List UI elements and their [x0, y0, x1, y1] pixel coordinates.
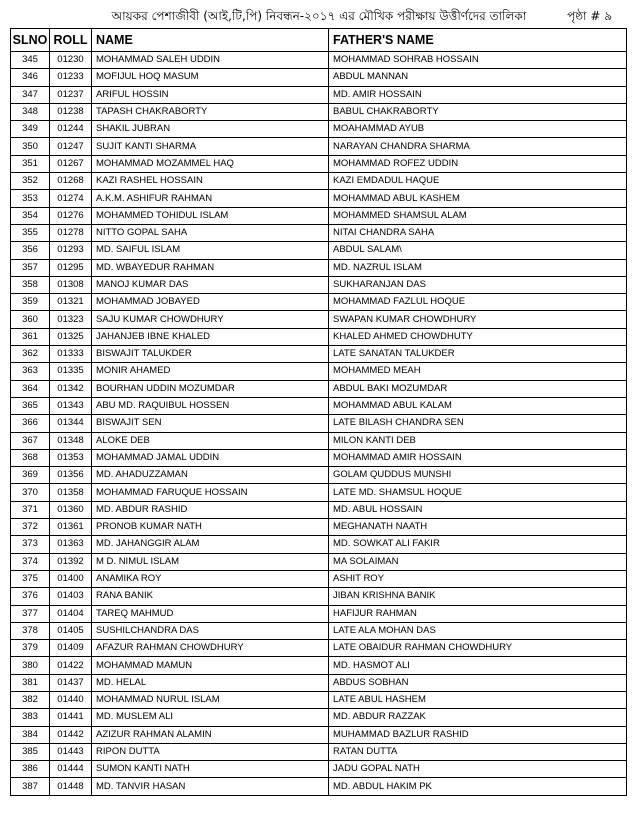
cell-name: SUSHILCHANDRA DAS [92, 622, 329, 639]
page-header [0, 6, 638, 28]
cell-name: M D. NIMUL ISLAM [92, 553, 329, 570]
cell-slno: 377 [11, 605, 50, 622]
cell-slno: 349 [11, 121, 50, 138]
cell-name: SUJIT KANTI SHARMA [92, 138, 329, 155]
cell-slno: 370 [11, 484, 50, 501]
cell-name: ARIFUL HOSSIN [92, 86, 329, 103]
cell-roll: 01437 [50, 674, 92, 691]
cell-fathers-name: LATE ALA MOHAN DAS [329, 622, 627, 639]
table-row [11, 691, 627, 708]
table-row [11, 207, 627, 224]
table-row [11, 138, 627, 155]
cell-roll: 01247 [50, 138, 92, 155]
cell-name: BISWAJIT TALUKDER [92, 346, 329, 363]
cell-name: JAHANJEB IBNE KHALED [92, 328, 329, 345]
cell-slno: 361 [11, 328, 50, 345]
cell-fathers-name: MD. AMIR HOSSAIN [329, 86, 627, 103]
cell-name: MD. HELAL [92, 674, 329, 691]
cell-fathers-name: JADU GOPAL NATH [329, 761, 627, 778]
cell-slno: 378 [11, 622, 50, 639]
cell-fathers-name: MOHAMMED SHAMSUL ALAM [329, 207, 627, 224]
table-header [11, 29, 627, 52]
cell-fathers-name: MOHAMMAD SOHRAB HOSSAIN [329, 52, 627, 69]
table-row [11, 467, 627, 484]
cell-slno: 380 [11, 657, 50, 674]
table-row [11, 397, 627, 414]
cell-slno: 373 [11, 536, 50, 553]
cell-slno: 345 [11, 52, 50, 69]
cell-fathers-name: MOHAMMAD ROFEZ UDDIN [329, 155, 627, 172]
cell-name: KAZI RASHEL HOSSAIN [92, 173, 329, 190]
cell-fathers-name: MOHAMMAD FAZLUL HOQUE [329, 294, 627, 311]
cell-fathers-name: MD. SOWKAT ALI FAKIR [329, 536, 627, 553]
cell-name: SAJU KUMAR CHOWDHURY [92, 311, 329, 328]
cell-fathers-name: KAZI EMDADUL HAQUE [329, 173, 627, 190]
table-row [11, 86, 627, 103]
cell-fathers-name: LATE OBAIDUR RAHMAN CHOWDHURY [329, 640, 627, 657]
table-row [11, 346, 627, 363]
cell-roll: 01293 [50, 242, 92, 259]
cell-slno: 385 [11, 743, 50, 760]
table-row [11, 242, 627, 259]
cell-fathers-name: MOHAMMAD AMIR HOSSAIN [329, 449, 627, 466]
cell-fathers-name: ASHIT ROY [329, 570, 627, 587]
cell-roll: 01342 [50, 380, 92, 397]
cell-fathers-name: ABDUL BAKI MOZUMDAR [329, 380, 627, 397]
table-row [11, 311, 627, 328]
cell-name: MOHAMMAD MAMUN [92, 657, 329, 674]
table-row [11, 449, 627, 466]
cell-roll: 01358 [50, 484, 92, 501]
cell-name: MD. SAIFUL ISLAM [92, 242, 329, 259]
table-row [11, 519, 627, 536]
column-header-fathers-name: FATHER'S NAME [329, 29, 627, 52]
table-row [11, 570, 627, 587]
cell-fathers-name: BABUL CHAKRABORTY [329, 103, 627, 120]
results-table [10, 28, 627, 796]
cell-roll: 01404 [50, 605, 92, 622]
cell-slno: 355 [11, 224, 50, 241]
cell-fathers-name: JIBAN KRISHNA BANIK [329, 588, 627, 605]
cell-name: MD. MUSLEM ALI [92, 709, 329, 726]
cell-roll: 01440 [50, 691, 92, 708]
cell-slno: 350 [11, 138, 50, 155]
cell-roll: 01325 [50, 328, 92, 345]
cell-fathers-name: SUKHARANJAN DAS [329, 276, 627, 293]
cell-slno: 367 [11, 432, 50, 449]
cell-name: A.K.M. ASHIFUR RAHMAN [92, 190, 329, 207]
cell-slno: 362 [11, 346, 50, 363]
cell-roll: 01422 [50, 657, 92, 674]
cell-slno: 359 [11, 294, 50, 311]
cell-name: SHAKIL JUBRAN [92, 121, 329, 138]
cell-slno: 354 [11, 207, 50, 224]
table-row [11, 536, 627, 553]
cell-roll: 01230 [50, 52, 92, 69]
cell-roll: 01405 [50, 622, 92, 639]
cell-roll: 01237 [50, 86, 92, 103]
cell-fathers-name: MD. HASMOT ALI [329, 657, 627, 674]
table-row [11, 155, 627, 172]
cell-roll: 01233 [50, 69, 92, 86]
cell-fathers-name: KHALED AHMED CHOWDHUTY [329, 328, 627, 345]
cell-roll: 01356 [50, 467, 92, 484]
column-header-slno: SLNO [11, 29, 50, 52]
cell-slno: 383 [11, 709, 50, 726]
cell-roll: 01335 [50, 363, 92, 380]
cell-fathers-name: MOHAMMED MEAH [329, 363, 627, 380]
table-row [11, 501, 627, 518]
table-row [11, 380, 627, 397]
header-row [11, 29, 627, 52]
table-row [11, 622, 627, 639]
cell-fathers-name: LATE BILASH CHANDRA SEN [329, 415, 627, 432]
cell-slno: 348 [11, 103, 50, 120]
cell-slno: 372 [11, 519, 50, 536]
table-row [11, 52, 627, 69]
table-row [11, 761, 627, 778]
cell-roll: 01268 [50, 173, 92, 190]
cell-fathers-name: MOAHAMMAD AYUB [329, 121, 627, 138]
cell-roll: 01392 [50, 553, 92, 570]
table-row [11, 190, 627, 207]
table-body [11, 52, 627, 796]
cell-name: MD. TANVIR HASAN [92, 778, 329, 795]
cell-name: MOFIJUL HOQ MASUM [92, 69, 329, 86]
cell-name: RANA BANIK [92, 588, 329, 605]
cell-fathers-name: MD. ABUL HOSSAIN [329, 501, 627, 518]
cell-roll: 01308 [50, 276, 92, 293]
cell-slno: 346 [11, 69, 50, 86]
column-header-roll: ROLL [50, 29, 92, 52]
cell-name: SUMON KANTI NATH [92, 761, 329, 778]
cell-roll: 01441 [50, 709, 92, 726]
table-row [11, 743, 627, 760]
cell-fathers-name: LATE ABUL HASHEM [329, 691, 627, 708]
cell-roll: 01360 [50, 501, 92, 518]
cell-slno: 374 [11, 553, 50, 570]
cell-fathers-name: NARAYAN CHANDRA SHARMA [329, 138, 627, 155]
table-row [11, 328, 627, 345]
table-row [11, 484, 627, 501]
cell-roll: 01244 [50, 121, 92, 138]
cell-name: MONIR AHAMED [92, 363, 329, 380]
cell-slno: 386 [11, 761, 50, 778]
table-row [11, 778, 627, 795]
cell-slno: 384 [11, 726, 50, 743]
cell-name: ALOKE DEB [92, 432, 329, 449]
cell-roll: 01363 [50, 536, 92, 553]
cell-fathers-name: MD. ABDUL HAKIM PK [329, 778, 627, 795]
cell-slno: 387 [11, 778, 50, 795]
cell-fathers-name: GOLAM QUDDUS MUNSHI [329, 467, 627, 484]
cell-fathers-name: ABDUS SOBHAN [329, 674, 627, 691]
cell-roll: 01333 [50, 346, 92, 363]
table-row [11, 173, 627, 190]
cell-name: MOHAMMED TOHIDUL ISLAM [92, 207, 329, 224]
table-row [11, 657, 627, 674]
cell-slno: 371 [11, 501, 50, 518]
table-row [11, 605, 627, 622]
cell-name: MD. AHADUZZAMAN [92, 467, 329, 484]
column-header-name: NAME [92, 29, 329, 52]
cell-fathers-name: ABDUL MANNAN [329, 69, 627, 86]
cell-roll: 01323 [50, 311, 92, 328]
cell-name: MOHAMMAD JOBAYED [92, 294, 329, 311]
cell-fathers-name: LATE MD. SHAMSUL HOQUE [329, 484, 627, 501]
table-row [11, 726, 627, 743]
cell-roll: 01361 [50, 519, 92, 536]
cell-slno: 369 [11, 467, 50, 484]
table-row [11, 363, 627, 380]
cell-name: MANOJ KUMAR DAS [92, 276, 329, 293]
cell-slno: 368 [11, 449, 50, 466]
cell-roll: 01343 [50, 397, 92, 414]
cell-name: ANAMIKA ROY [92, 570, 329, 587]
cell-roll: 01276 [50, 207, 92, 224]
cell-name: MOHAMMAD SALEH UDDIN [92, 52, 329, 69]
cell-name: MOHAMMAD NURUL ISLAM [92, 691, 329, 708]
cell-name: AFAZUR RAHMAN CHOWDHURY [92, 640, 329, 657]
cell-fathers-name: MD. ABDUR RAZZAK [329, 709, 627, 726]
cell-slno: 356 [11, 242, 50, 259]
cell-roll: 01448 [50, 778, 92, 795]
table-row [11, 415, 627, 432]
cell-slno: 357 [11, 259, 50, 276]
table-row [11, 674, 627, 691]
cell-name: NITTO GOPAL SAHA [92, 224, 329, 241]
cell-name: RIPON DUTTA [92, 743, 329, 760]
cell-roll: 01443 [50, 743, 92, 760]
cell-slno: 376 [11, 588, 50, 605]
cell-slno: 379 [11, 640, 50, 657]
cell-roll: 01267 [50, 155, 92, 172]
cell-roll: 01344 [50, 415, 92, 432]
cell-fathers-name: HAFIJUR RAHMAN [329, 605, 627, 622]
cell-name: ABU MD. RAQUIBUL HOSSEN [92, 397, 329, 414]
cell-name: PRONOB KUMAR NATH [92, 519, 329, 536]
table-row [11, 553, 627, 570]
cell-fathers-name: NITAI CHANDRA SAHA [329, 224, 627, 241]
cell-fathers-name: MA SOLAIMAN [329, 553, 627, 570]
cell-name: MOHAMMAD JAMAL UDDIN [92, 449, 329, 466]
cell-roll: 01348 [50, 432, 92, 449]
cell-fathers-name: MUHAMMAD BAZLUR RASHID [329, 726, 627, 743]
table-row [11, 69, 627, 86]
cell-fathers-name: RATAN DUTTA [329, 743, 627, 760]
cell-name: MOHAMMAD MOZAMMEL HAQ [92, 155, 329, 172]
cell-roll: 01278 [50, 224, 92, 241]
cell-roll: 01442 [50, 726, 92, 743]
cell-name: MD. WBAYEDUR RAHMAN [92, 259, 329, 276]
table-row [11, 259, 627, 276]
cell-slno: 382 [11, 691, 50, 708]
cell-name: BISWAJIT SEN [92, 415, 329, 432]
table-row [11, 121, 627, 138]
cell-roll: 01238 [50, 103, 92, 120]
cell-roll: 01444 [50, 761, 92, 778]
cell-roll: 01403 [50, 588, 92, 605]
cell-slno: 363 [11, 363, 50, 380]
document-title: আয়কর পেশাজীবী (আই,টি,পি) নিবন্ধন-২০১৭ এর মৌখিক পরীক্ষায় উত্তীর্ণদের তালিকা [111, 9, 527, 23]
cell-fathers-name: MD. NAZRUL ISLAM [329, 259, 627, 276]
table-row [11, 224, 627, 241]
cell-fathers-name: MILON KANTI DEB [329, 432, 627, 449]
table-row [11, 709, 627, 726]
cell-fathers-name: MOHAMMAD ABUL KASHEM [329, 190, 627, 207]
cell-fathers-name: SWAPAN KUMAR CHOWDHURY [329, 311, 627, 328]
cell-slno: 351 [11, 155, 50, 172]
cell-fathers-name: MEGHANATH NAATH [329, 519, 627, 536]
cell-roll: 01295 [50, 259, 92, 276]
cell-slno: 347 [11, 86, 50, 103]
table-row [11, 103, 627, 120]
table-row [11, 294, 627, 311]
cell-name: TAREQ MAHMUD [92, 605, 329, 622]
cell-name: MOHAMMAD FARUQUE HOSSAIN [92, 484, 329, 501]
cell-roll: 01321 [50, 294, 92, 311]
cell-slno: 360 [11, 311, 50, 328]
cell-slno: 358 [11, 276, 50, 293]
cell-name: TAPASH CHAKRABORTY [92, 103, 329, 120]
cell-slno: 364 [11, 380, 50, 397]
cell-name: AZIZUR RAHMAN ALAMIN [92, 726, 329, 743]
cell-name: MD. JAHANGGIR ALAM [92, 536, 329, 553]
cell-fathers-name: MOHAMMAD ABUL KALAM [329, 397, 627, 414]
cell-roll: 01409 [50, 640, 92, 657]
cell-slno: 353 [11, 190, 50, 207]
cell-slno: 366 [11, 415, 50, 432]
table-row [11, 640, 627, 657]
table-row [11, 276, 627, 293]
cell-slno: 381 [11, 674, 50, 691]
cell-roll: 01353 [50, 449, 92, 466]
cell-name: BOURHAN UDDIN MOZUMDAR [92, 380, 329, 397]
cell-name: MD. ABDUR RASHID [92, 501, 329, 518]
page-number: পৃষ্ঠা # ৯ [567, 9, 612, 23]
table-row [11, 588, 627, 605]
cell-fathers-name: LATE SANATAN TALUKDER [329, 346, 627, 363]
table-row [11, 432, 627, 449]
cell-slno: 375 [11, 570, 50, 587]
cell-slno: 365 [11, 397, 50, 414]
cell-slno: 352 [11, 173, 50, 190]
cell-fathers-name: ABDUL SALAM\ [329, 242, 627, 259]
cell-roll: 01400 [50, 570, 92, 587]
cell-roll: 01274 [50, 190, 92, 207]
